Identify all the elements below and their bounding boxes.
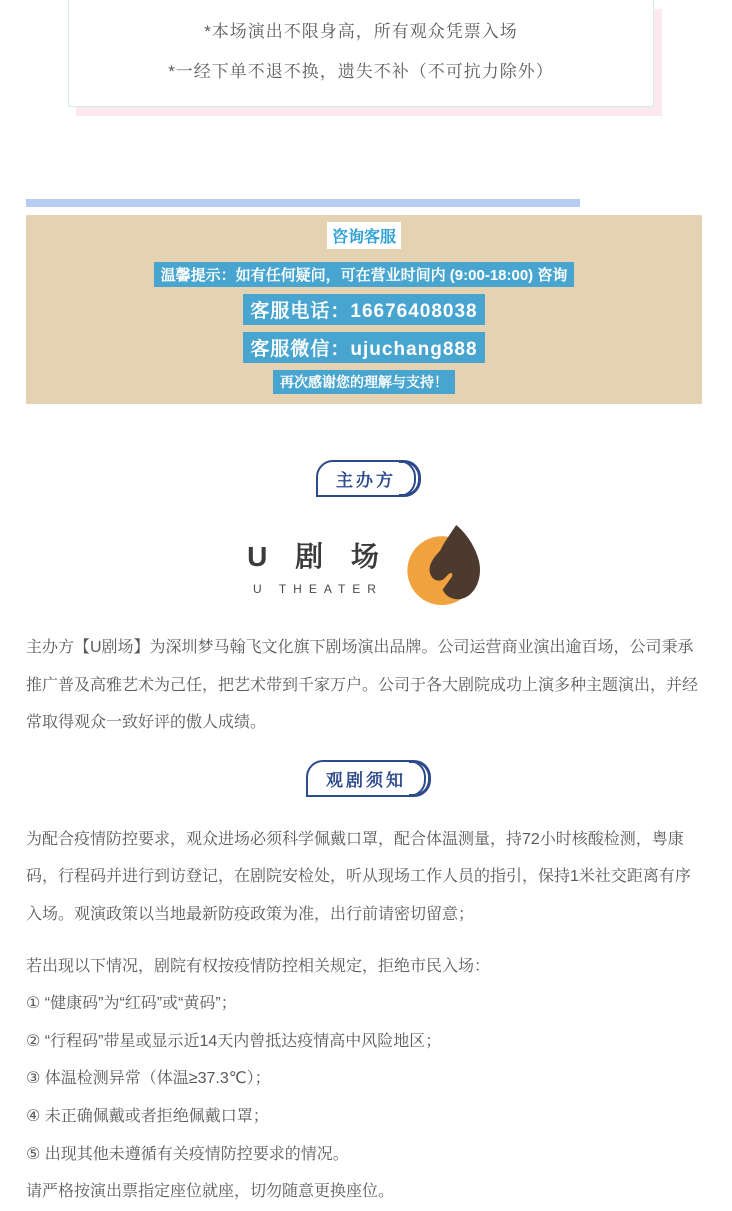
- rule-item-other: ⑤ 出现其他未遵循有关疫情防控要求的情况。: [26, 1145, 349, 1163]
- viewing-notes-section-header: [0, 760, 732, 797]
- u-theater-logo: [0, 523, 732, 607]
- covid-policy-paragraph: 为配合疫情防控要求，观众进场必须科学佩戴口罩，配合体温测量，持72小时核酸检测，粤康码，行程码并进行到访登记，在剧院安检处，听从现场工作人员的指引，保持1米社交距离有序入场。观演政策以当地最新防疫政策为准，出行前请密切留意；: [26, 830, 691, 923]
- customer-service-panel: [26, 215, 702, 404]
- ticket-notice-card: [68, 0, 654, 107]
- refusal-conditions-intro: 若出现以下情况，剧院有权按疫情防控相关规定，拒绝市民入场：: [26, 957, 491, 975]
- organizer-badge: 主办方: [316, 460, 416, 497]
- seat-assignment-rule: 请严格按演出票指定座位就座，切勿随意更换座位。: [26, 1183, 395, 1201]
- notice-line-refund: *一经下单不退不换，遗失不补（不可抗力除外）: [168, 62, 554, 81]
- rule-item-health-code: ① “健康码”为“红码”或“黄码”；: [26, 995, 237, 1013]
- service-wechat: 客服微信：ujuchang888: [243, 332, 484, 363]
- organizer-section-header: [0, 460, 732, 497]
- service-hours-tip: 温馨提示：如有任何疑问，可在营业时间内 (9:00-18:00) 咨询: [154, 262, 575, 287]
- service-thanks: 再次感谢您的理解与支持！: [273, 370, 455, 394]
- logo-cn-text: U 剧 场: [247, 540, 389, 572]
- service-phone: 客服电话：16676408038: [243, 294, 484, 325]
- customer-service-title: 咨询客服: [327, 222, 401, 249]
- rule-item-temperature: ③ 体温检测异常（体温≥37.3℃）；: [26, 1070, 271, 1088]
- customer-service-title-row: [26, 222, 702, 249]
- refusal-conditions-list: [0, 985, 732, 1173]
- notice-line-height: *本场演出不限身高，所有观众凭票入场: [204, 22, 518, 41]
- rule-item-mask: ④ 未正确佩戴或者拒绝佩戴口罩；: [26, 1107, 269, 1125]
- organizer-description: 主办方【U剧场】为深圳梦马翰飞文化旗下剧场演出品牌。公司运营商业演出逾百场，公司秉承推广普及高雅艺术为己任，把艺术带到千家万户。公司于各大剧院成功上演多种主题演出，并经常取得观众一致好评的傲人成绩。: [26, 639, 699, 732]
- viewing-notes-badge: 观剧须知: [306, 760, 426, 797]
- rule-item-travel-code: ② “行程码”带星或显示近14天内曾抵达疫情高中风险地区；: [26, 1032, 442, 1050]
- section-divider-bar: [26, 199, 580, 207]
- horse-head-icon: [405, 523, 485, 607]
- logo-en-text: U THEATER: [253, 581, 383, 596]
